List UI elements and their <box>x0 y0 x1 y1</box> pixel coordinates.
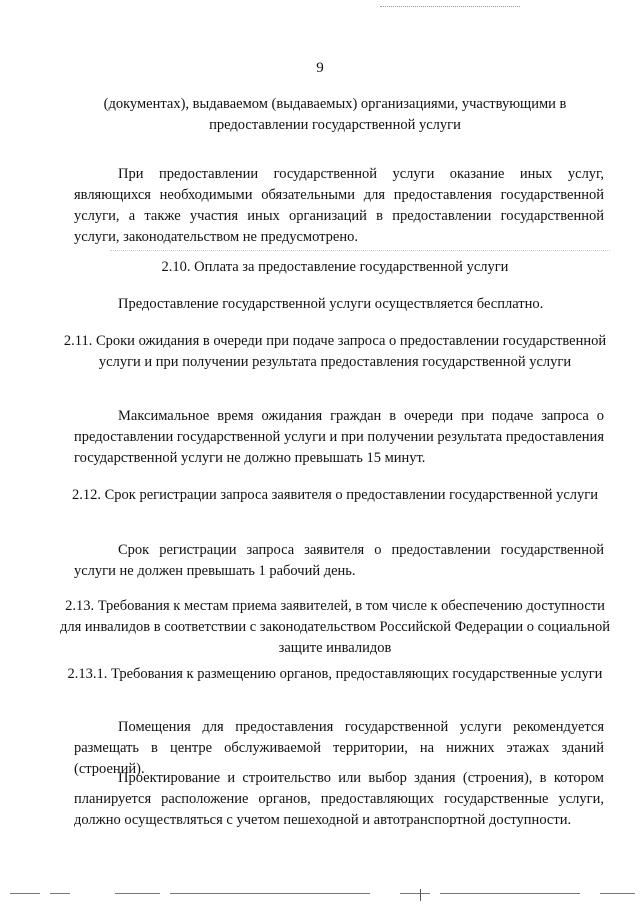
paragraph-other-services: При предоставлении государственной услуги оказание иных услуг, являющихся необходимыми обязательными для предоставления государственной услуги, а также участия иных организаций в предоставлении государственной услуги, законодательством не предусмотрено. <box>74 166 604 245</box>
paragraph-registration-time: Срок регистрации запроса заявителя о предоставлении государственной услуги не должен превышать 1 рабочий день. <box>74 542 604 579</box>
page-number: 9 <box>316 60 324 76</box>
section-heading-continuation: (документах), выдаваемом (выдаваемых) организациями, участвующими в предоставлении государственной услуги <box>103 96 567 133</box>
section-heading-2-10: 2.10. Оплата за предоставление государственной услуги <box>161 259 509 275</box>
section-heading-2-13: 2.13. Требования к местам приема заявителей, в том числе к обеспечению доступности для инвалидов в соответствии с законодательством Российской Федерации о социальной защите инвалидов <box>60 598 610 656</box>
paragraph-building-design: Проектирование и строительство или выбор здания (строения), в котором планируется расположение органов, предоставляющих государственные услуги, должно осуществляться с учетом пешеходной и автотранспортной доступности. <box>74 770 604 828</box>
section-heading-2-12: 2.12. Срок регистрации запроса заявителя о предоставлении государственной услуги <box>72 487 598 503</box>
paragraph-waiting-time: Максимальное время ожидания граждан в очереди при подаче запроса о предоставлении государственной услуги и при получении результата предоставления государственной услуги не должно превышать 15 минут. <box>74 408 604 466</box>
scan-artifact-top <box>380 0 520 7</box>
paragraph-premises-location: Помещения для предоставления государственной услуги рекомендуется размещать в центре обслуживаемой территории, на нижних этажах зданий (строений). <box>74 719 604 777</box>
paragraph-free-of-charge: Предоставление государственной услуги осуществляется бесплатно. <box>118 296 544 312</box>
section-heading-2-13-1: 2.13.1. Требования к размещению органов, предоставляющих государственные услуги <box>67 666 603 682</box>
scan-artifact-line <box>110 250 610 251</box>
scan-artifact-bottom <box>0 893 640 894</box>
section-heading-2-11: 2.11. Сроки ожидания в очереди при подаче запроса о предоставлении государственной услуги и при получении результата предоставления государственной услуги <box>63 333 607 370</box>
